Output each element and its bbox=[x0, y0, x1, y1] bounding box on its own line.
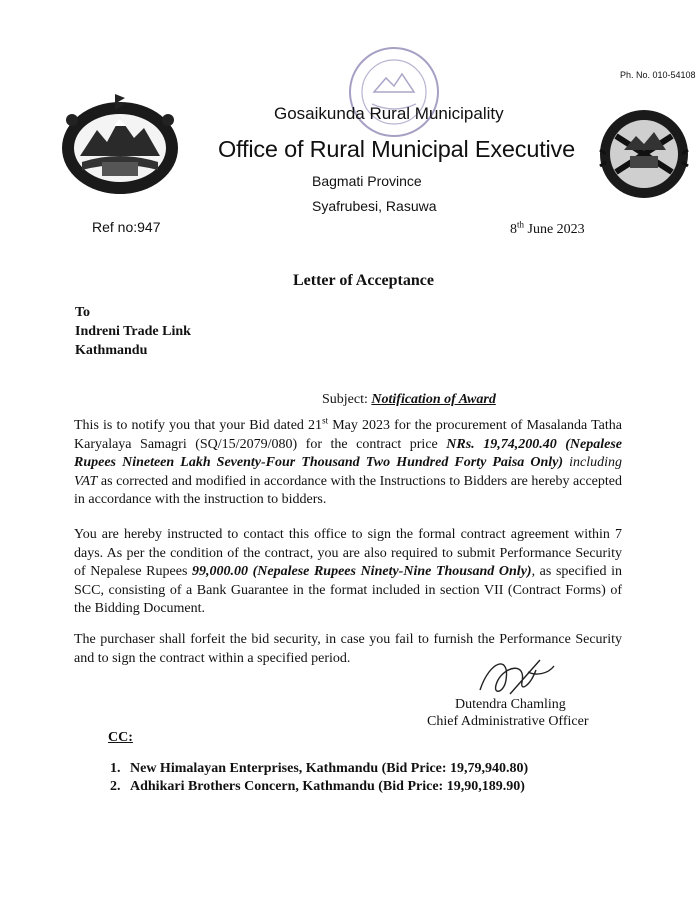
contract-price: NRs. 19,74,200.40 (Nepalese Rupees Nineteen Lakh Seventy-Four Thousand Two Hundred Forty Paisa Only) bbox=[74, 436, 622, 470]
performance-security-amount: 99,000.00 (Nepalese Rupees Ninety-Nine Thousand Only) bbox=[192, 564, 532, 579]
subject-line bbox=[322, 392, 496, 408]
municipality-logo bbox=[596, 106, 692, 202]
signatory-title: Chief Administrative Officer bbox=[427, 714, 589, 729]
recipient-city: Kathmandu bbox=[75, 343, 148, 358]
recipient-name: Indreni Trade Link bbox=[75, 324, 191, 339]
phone-number: Ph. No. 010-54108 bbox=[620, 70, 696, 80]
subject-value: Notification of Award bbox=[371, 392, 496, 407]
forfeit-paragraph: The purchaser shall forfeit the bid security, in case you fail to furnish the Performance Security and to sign the contract within a specified period. bbox=[74, 632, 622, 666]
signatory-name: Dutendra Chamling bbox=[455, 697, 566, 712]
official-stamp-seal bbox=[344, 42, 444, 142]
cc-list-item: 1. New Himalayan Enterprises, Kathmandu (Bid Price: 19,79,940.80) bbox=[110, 761, 529, 776]
letter-date: 8th June 2023 bbox=[510, 219, 585, 237]
district-name: Syafrubesi, Rasuwa bbox=[312, 198, 437, 214]
nepal-emblem-logo bbox=[52, 90, 188, 202]
subject-label: Subject: bbox=[322, 392, 372, 407]
office-name: Office of Rural Municipal Executive bbox=[218, 136, 575, 162]
acceptance-paragraph: This is to notify you that your Bid dated 21st May 2023 for the procurement of Masalanda Tatha Karyalaya Samagri (SQ/15/2079/080) for the contract price NRs. 19,74,200.40 (Nepalese Rupees Nineteen Lakh Seventy-Four Thousand Two Hundred Forty Paisa Only) including VAT as corrected and modified in accordance with the Instructions to Bidders are hereby accepted in accordance with the instruction to bidders. bbox=[74, 415, 623, 507]
recipient-to: To bbox=[75, 305, 91, 320]
cc-label: CC: bbox=[108, 730, 133, 745]
letter-title: Letter of Acceptance bbox=[293, 272, 434, 289]
signature bbox=[470, 650, 560, 702]
municipality-name: Gosaikunda Rural Municipality bbox=[274, 104, 504, 123]
cc-list-item: 2. Adhikari Brothers Concern, Kathmandu (Bid Price: 19,90,189.90) bbox=[110, 779, 525, 794]
province-name: Bagmati Province bbox=[312, 173, 422, 189]
instruction-paragraph: You are hereby instructed to contact this office to sign the formal contract agreement within 7 days. As per the condition of the contract, you are also required to submit Performance Security of Nepalese Rupees 99,000.00 (Nepalese Rupees Ninety-Nine Thousand Only), as specified in SCC, consisting of a Bank Guarantee in the format included in section VII (Contract Forms) of the Bidding Document. bbox=[74, 527, 622, 616]
reference-number: Ref no:947 bbox=[92, 219, 161, 235]
